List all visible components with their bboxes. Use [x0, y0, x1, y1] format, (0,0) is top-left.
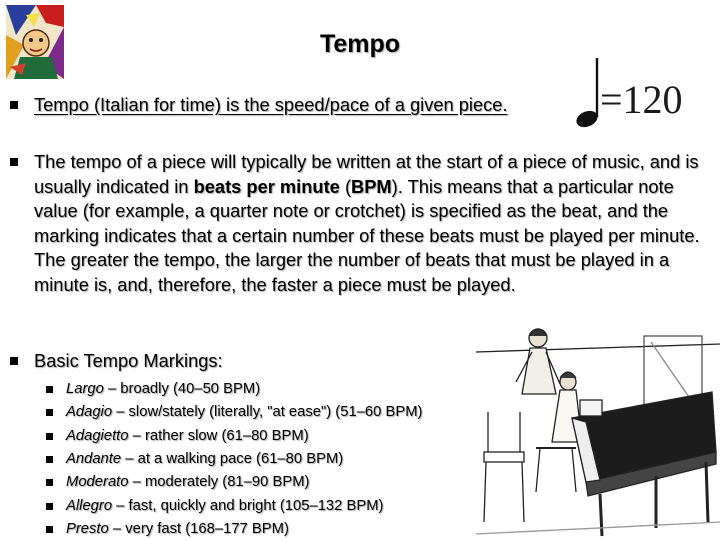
bullet-marker: [10, 158, 18, 166]
tempo-description: – moderately (81–90 BPM): [128, 474, 310, 491]
point2-text-mid: (: [339, 175, 352, 197]
point-tempo-definition: Tempo (Italian for time) is the speed/pace of a given piece.: [34, 94, 508, 115]
tempo-term: Adagio: [66, 404, 113, 421]
sub-bullet-marker: [46, 433, 53, 440]
sub-bullet-marker: [46, 409, 53, 416]
point2-bold-term: beats per minute: [193, 175, 340, 197]
quarter-note-icon: [570, 55, 602, 131]
tempo-term: Andante: [66, 450, 122, 467]
point-basic-markings: Basic Tempo Markings:: [34, 350, 223, 371]
tempo-term: Adagietto: [66, 427, 129, 444]
list-item: [66, 427, 309, 445]
tempo-description: – broadly (40–50 BPM): [103, 381, 261, 397]
tempo-term: Moderato: [66, 474, 129, 491]
tempo-description: – very fast (168–177 BPM): [108, 520, 289, 537]
point2-bpm-abbr: BPM: [351, 175, 392, 197]
list-item: [66, 380, 260, 398]
list-item: [66, 450, 343, 468]
slide-title: Tempo: [319, 30, 401, 58]
tempo-description: – fast, quickly and bright (105–132 BPM): [112, 497, 384, 514]
list-item: [66, 473, 309, 491]
bullet-marker: [10, 101, 18, 109]
sub-bullet-marker: [46, 503, 53, 510]
tempo-description: – slow/stately (literally, "at ease") (51–60 BPM): [112, 404, 423, 421]
list-item: [66, 497, 384, 515]
sub-bullet-marker: [46, 526, 53, 533]
bullet-marker: [10, 357, 18, 365]
sub-bullet-marker: [46, 386, 53, 393]
piano-lesson-sketch: [476, 322, 720, 540]
sub-bullet-marker: [46, 456, 53, 463]
tempo-description: – at a walking pace (61–80 BPM): [121, 450, 344, 467]
tempo-term: Largo: [66, 381, 104, 397]
list-item: [66, 403, 422, 421]
tempo-description: – rather slow (61–80 BPM): [128, 427, 309, 444]
point-tempo-explanation: [34, 150, 710, 297]
tempo-term: Presto: [66, 520, 109, 537]
tempo-term: Allegro: [66, 497, 113, 514]
point2-text-post: ). This means that a particular note value (for example, a quarter note or crotchet) is specified as the beat, and the marking indicates that a certain number of these beats must be played per minute. The greater the tempo, the larger the number of beats that must be played in a minute is, and, therefore, the faster a piece must be played.: [34, 175, 700, 295]
tempo-marking-text: =120: [600, 77, 683, 122]
list-item: [66, 520, 289, 538]
point2-text-pre: The tempo of a piece will typically be written at the start of a piece of music, and is usually indicated in: [34, 151, 699, 197]
sub-bullet-marker: [46, 479, 53, 486]
